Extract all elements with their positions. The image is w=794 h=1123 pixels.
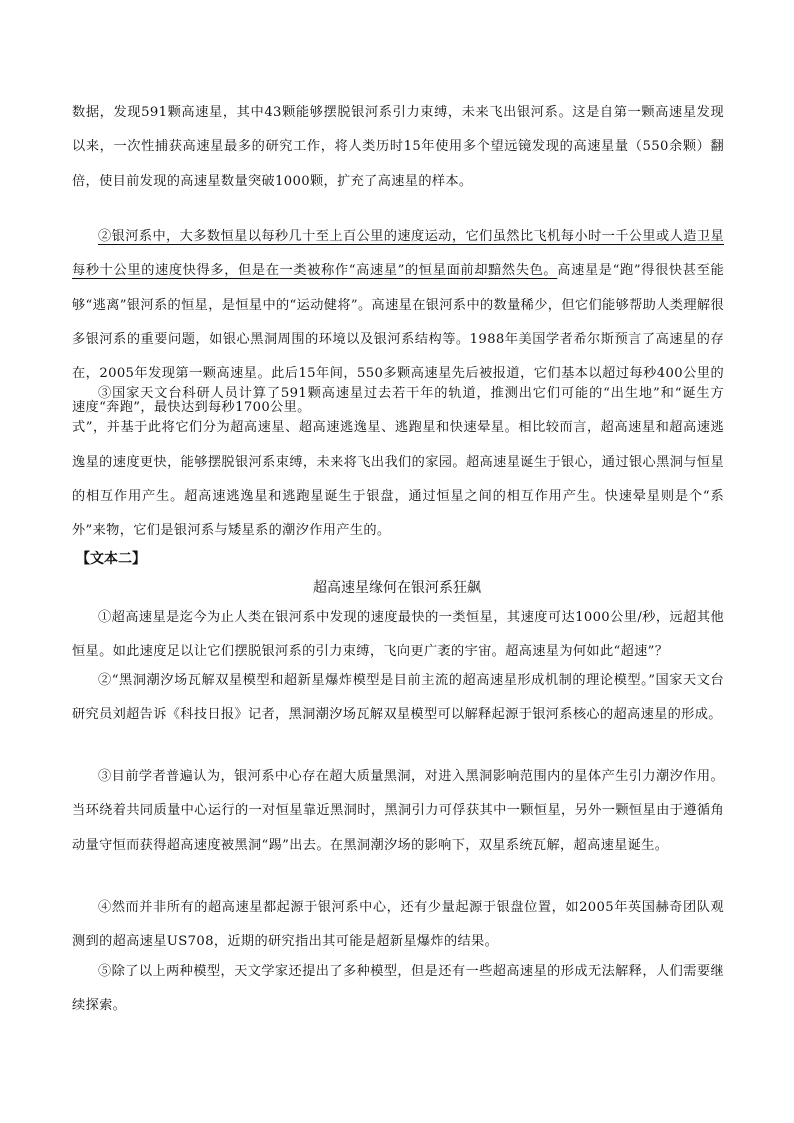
underlined-sentence: ②银河系中，大多数恒星以每秒几十至上百公里的速度运动，它们虽然比飞机每小时一千公里或人造卫星每秒十公里的速度快得多，但是在一类被称作“高速星”的恒星面前却黯然失色。 — [72, 229, 724, 279]
text2-paragraph-3: ③目前学者普遍认为，银河系中心存在超大质量黑洞，对进入黑洞影响范围内的星体产生引力潮汐作用。当环绕着共同质量中心运行的一对恒星靠近黑洞时，黑洞引力可俘获其中一颗恒星，另外一颗恒星由于遵循角动量守恒而获得超高速度被黑洞“踢”出去。在黑洞潮汐场的影响下，双星系统瓦解，超高速星诞生。 — [72, 769, 724, 853]
text1-paragraph-3: ③国家天文台科研人员计算了591颗高速星过去若干年的轨道，推测出它们可能的“出生地”和“诞生方式”，并基于此将它们分为超高速星、超高速逃逸星、逃跑星和快速晕星。相比较而言，超高速星和超高速逃逸星的速度更快，能够摆脱银河系束缚，未来将飞出我们的家园。超高速星诞生于银心，通过银心黑洞与恒星的相互作用产生。超高速逃逸星和逃跑星诞生于银盘，通过恒星之间的相互作用产生。快速晕星则是个“系外”来物，它们是银河系与矮星系的潮汐作用产生的。 — [72, 386, 724, 539]
section-label: 【文本二】 — [76, 551, 146, 567]
text2-paragraph-5: ⑤除了以上两种模型，天文学家还提出了多种模型，但是还有一些超高速星的形成无法解释，人们需要继续探索。 — [72, 964, 724, 1014]
text2-paragraph-1: ①超高速星是迄今为止人类在银河系中发现的速度最快的一类恒星，其速度可达1000公里/秒，远超其他恒星。如此速度足以让它们摆脱银河系的引力束缚，飞向更广袤的宇宙。超高速星为何如此“超速”？ — [72, 610, 724, 660]
article-title: 超高速星缘何在银河系狂飙 — [313, 580, 481, 596]
paragraph-2-rest: 高速星是“跑”得很快甚至能够“逃离”银河系的恒星，是恒星中的“运动健将”。高速星在银河系中的数量稀少，但它们能够帮助人类理解很多银河系的重要问题，如银心黑洞周围的环境以及银河系结构等。1988年美国学者希尔斯预言了高速星的存在，2005年发现第一颗高速星。此后15年间，550多颗高速星先后被报道，它们基本以超过每秒400公里的速度“奔跑”，最快达到每秒1700公里。 — [72, 263, 724, 416]
text2-paragraph-2: ②“黑洞潮汐场瓦解双星模型和超新星爆炸模型是目前主流的超高速星形成机制的理论模型。”国家天文台研究员刘超告诉《科技日报》记者，黑洞潮汐场瓦解双星模型可以解释起源于银河系核心的超高速星的形成。 — [72, 673, 724, 723]
text1-paragraph-intro: 数据，发现591颗高速星，其中43颗能够摆脱银河系引力束缚，未来飞出银河系。这是自第一颗高速星发现以来，一次性捕获高速星最多的研究工作，将人类历时15年使用多个望远镜发现的高速星量（550余颗）翻倍，使目前发现的高速星数量突破1000颗，扩充了高速星的样本。 — [72, 105, 724, 189]
text2-paragraph-4: ④然而并非所有的超高速星都起源于银河系中心，还有少量起源于银盘位置，如2005年英国赫奇团队观测到的超高速星US708，近期的研究指出其可能是超新星爆炸的结果。 — [72, 900, 724, 950]
